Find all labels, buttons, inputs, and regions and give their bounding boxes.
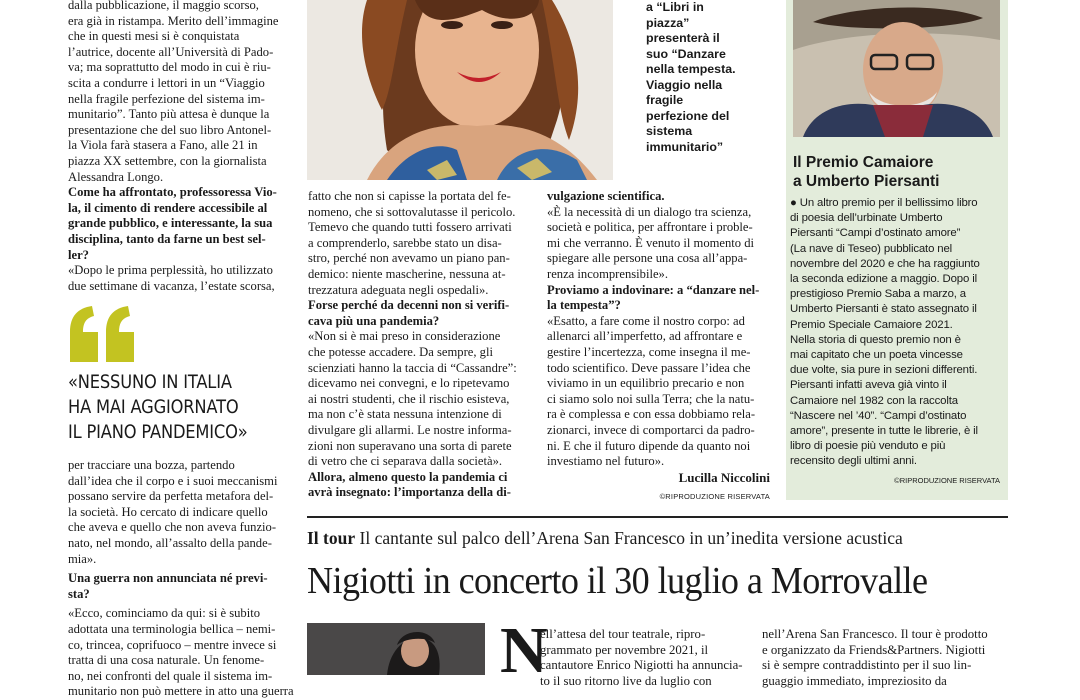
pull-quote-line: IL PIANO PANDEMICO» [68, 422, 248, 443]
author-photo [307, 0, 613, 180]
text-line: gestire l’incertezza, come insegna il me- [547, 344, 751, 359]
text-line: scienziati hanno la taccia di “Cassandre”: [308, 360, 517, 375]
text-line: Temevo che quando tutti fossero arrivati [308, 220, 512, 235]
text-line: zionarci, invece di comportarci da padro- [547, 422, 755, 437]
text-line: nomeno, che si sottovalutasse il pericolo. [308, 204, 516, 219]
text-line: ni. E che il futuro dipende da quanto noi [547, 438, 751, 453]
sidebar-line: (La nave di Teseo) pubblicato nel [790, 242, 953, 255]
text-line: e organizzato da Friends&Partners. Nigiotti [762, 642, 986, 657]
sidebar-line: Nella storia di questo premio non è [790, 333, 961, 346]
text-line: dall’idea che il corpo e i suoi meccanismi [68, 473, 278, 488]
text-line: to il suo ritorno live da luglio con [540, 673, 712, 688]
text-line: avrà insegnato: l’importanza della di- [308, 485, 511, 500]
text-line: zioni non superavano una sorta di parete [308, 438, 512, 453]
sidebar-line: la seconda edizione a maggio. Dopo il [790, 273, 977, 286]
text-line: ai nostri studenti, che il rischio esisteva, [308, 391, 510, 406]
text-line: stro, perché non avevamo un piano pan- [308, 251, 510, 266]
sidebar-line: due volte, sia pure in sezioni differenti. [790, 364, 978, 377]
text-line: fatto che non si capisse la portata del fe- [308, 189, 511, 203]
article-headline: Nigiotti in concerto il 30 luglio a Morrovalle [307, 560, 928, 602]
text-line: munitario”. Tanto più attesa è dunque la [68, 107, 270, 122]
text-line: mia». [68, 551, 97, 566]
text-line: grammato per novembre 2021, il [540, 642, 709, 657]
interview-question [68, 185, 294, 263]
sidebar-line: Premio Speciale Camaiore 2021. [790, 318, 953, 331]
text-line: la Viola farà stasera a Fano, alle 21 in [68, 138, 258, 153]
text-line: dicevamo nei convegni, e lo ripetevamo [308, 376, 510, 391]
text-line: viviamo in un equilibrio precario e non [547, 376, 745, 391]
pull-quote [68, 370, 270, 445]
sidebar-line: ● Un altro premio per il bellissimo libro [790, 197, 978, 209]
text-line: Proviamo a indovinare: a “danzare nel- [547, 282, 760, 297]
caption-line: presenterà il [646, 31, 720, 45]
author-photo-illustration [307, 0, 613, 180]
caption-line: piazza” [646, 15, 690, 30]
sidebar-line: di poesia dell’urbinate Umberto [790, 212, 943, 225]
sidebar-copyright: ©RIPRODUZIONE RISERVATA [894, 476, 1000, 485]
text-line: spiegare alle persone una cosa all’appa- [547, 251, 748, 266]
text-line: che aveva e quello che non aveva funzio- [68, 520, 277, 535]
sidebar-line: Piersanti “Campi d’ostinato amore” [790, 227, 961, 240]
caption-line: a “Libri in [646, 0, 704, 14]
text-line: la, il cimento di rendere accessibile al [68, 200, 268, 215]
text-line: Come ha affrontato, professoressa Vio- [68, 185, 277, 200]
text-line: «Dopo le prima perplessità, ho utilizzato [68, 263, 273, 278]
pull-quote-line: HA MAI AGGIORNATO [68, 397, 239, 418]
text-line: demico: niente mascherine, nessuna at- [308, 266, 506, 281]
sidebar-line: Umberto Piersanti è stato assegnato il [790, 303, 977, 316]
text-line: «È la necessità di un dialogo tra scienza, [547, 204, 752, 219]
text-line: cantautore Enrico Nigiotti ha annuncia- [540, 658, 743, 673]
article-subhead [307, 528, 1012, 549]
caption-line: Viaggio nella [646, 77, 723, 92]
text-line: ler? [68, 247, 89, 262]
sidebar-line: prestigioso Premio Saba a marzo, a [790, 288, 966, 301]
text-line: Allora, almeno questo la pandemia ci [308, 469, 508, 484]
text-line: l’autrice, docente all’Università di Pado- [68, 44, 274, 59]
text-line: presentazione che del suo libro Antonel- [68, 122, 272, 137]
column-3 [547, 189, 771, 470]
text-line: co, trincea, coprifuoco – mentre invece si [68, 637, 277, 652]
photo-caption [646, 0, 776, 155]
text-line: sta? [68, 586, 90, 601]
interview-question [308, 298, 532, 329]
sidebar-photo [793, 0, 1000, 137]
interview-question [547, 283, 771, 314]
text-line: «Esatto, a fare come il nostro corpo: ad [547, 313, 745, 328]
caption-line: perfezione del [646, 108, 730, 123]
caption-line: immunitario” [646, 139, 724, 154]
text-line: scita a condurre i lettori in un “Viaggio [68, 75, 265, 90]
text-line: piazza XX settembre, con la giornalista [68, 153, 267, 168]
text-line: per tracciare una bozza, partendo [68, 458, 235, 472]
text-line: la società. Ho cercato di indicare quello [68, 504, 268, 519]
text-line: due settimane di vacanza, l’estate scorsa, [68, 278, 275, 293]
text-line: grande pubblico, e interessante, la sua [68, 216, 273, 231]
quote-mark-icon [68, 304, 138, 364]
text-line: possano servire da perfetta metafora del- [68, 489, 274, 504]
text-line: mi che verranno. È venuto il momento di [547, 235, 755, 250]
text-line: che in questi mesi si è conquistata [68, 29, 240, 44]
text-line: allenarci all’imperfetto, ad affrontare e [547, 329, 743, 344]
text-line: «Non si è mai preso in considerazione [308, 329, 501, 344]
text-line: guaggio immediato, impreziosito da [762, 673, 947, 688]
text-line: cava più una pandemia? [308, 313, 440, 328]
text-line: ra è complessa e con essa dobbiamo rela- [547, 407, 756, 422]
text-line: investiamo nel futuro». [547, 454, 665, 469]
text-line: che potesse accadere. Da sempre, gli [308, 344, 493, 359]
column-2 [308, 189, 532, 501]
caption-line: nella tempesta. [646, 62, 736, 76]
sidebar-line: Piersanti infatti aveva già vinto il [790, 379, 947, 392]
text-line: disciplina, tanto da farne un best sel- [68, 231, 266, 246]
sidebar-line: recensito degli ultimi anni. [790, 455, 917, 468]
article-kicker: Il tour [307, 528, 356, 548]
sidebar-text [790, 196, 1006, 470]
text-line: todo scientifico. Deve passare l’idea che [547, 360, 751, 375]
text-line: renza incomprensibile». [547, 266, 668, 281]
concert-photo [307, 623, 485, 675]
sidebar-line: novembre del 2020 e che ha raggiunto [790, 257, 980, 270]
dropcap: N [500, 614, 548, 687]
text-line: nato, nel mondo, all’assalto della pande- [68, 535, 272, 550]
text-line: «Ecco, cominciamo da qui: si è subito [68, 606, 261, 621]
text-line: la tempesta”? [547, 298, 621, 313]
section-divider [307, 516, 1008, 518]
column-1-top [68, 0, 294, 294]
text-line: no, nei confronti del quale il sistema im- [68, 668, 273, 683]
text-line: trezzatura adeguata negli ospedali». [308, 282, 489, 297]
text-line: dalla pubblicazione, il maggio scorso, [68, 0, 259, 12]
text-line: tratta di una cosa naturale. Un fenome- [68, 653, 265, 668]
sidebar-title [793, 153, 1003, 191]
sidebar-line: Camaiore nel 1982 con la raccolta [790, 394, 958, 407]
author-signature: Lucilla Niccolini [678, 470, 770, 485]
sidebar-line: “Nascere nel ’40”. “Campi d’ostinato [790, 409, 967, 422]
text-line: ci siamo solo noi sulla Terra; che la natu- [547, 391, 755, 406]
copyright-notice: ©RIPRODUZIONE RISERVATA [659, 492, 770, 501]
text-line: ell’attesa del tour teatrale, ripro- [540, 627, 706, 641]
text-line: munitario non può mettere in atto una guerra [68, 684, 294, 699]
sidebar-line: mai capitato che un poeta vincesse [790, 349, 963, 362]
text-line: di vetro che ci separava dalla società». [308, 454, 503, 469]
text-line: va; ma soprattutto del modo in cui è riu- [68, 60, 271, 75]
text-line: adottata una terminologia bellica – nemi- [68, 621, 276, 636]
text-line: vulgazione scientifica. [547, 189, 665, 203]
text-line: si è sempre contraddistinto per il suo lin- [762, 658, 972, 673]
pull-quote-line: «NESSUNO IN ITALIA [68, 372, 232, 393]
text-line: nella fragile perfezione del sistema im- [68, 91, 265, 106]
interview-question [308, 470, 532, 501]
column-1-bottom [68, 458, 294, 700]
caption-line: suo “Danzare [646, 46, 726, 61]
text-line: nell’Arena San Francesco. Il tour è prodotto [762, 627, 988, 641]
sidebar-line: amore”, presente in tutte le librerie, è il [790, 425, 978, 438]
article-subhead-text: Il cantante sul palco dell’Arena San Francesco in un’inedita versione acustica [359, 528, 903, 548]
text-line: a comprenderlo, sarebbe stato un disa- [308, 235, 502, 250]
poet-portrait [793, 0, 1000, 137]
caption-line: fragile [646, 93, 684, 107]
text-line: era già in ristampa. Merito dell’immagine [68, 13, 279, 28]
text-line: Alessandra Longo. [68, 169, 164, 184]
text-line: Una guerra non annunciata né previ- [68, 571, 268, 586]
text-line: Forse perché da decenni non si verifi- [308, 298, 510, 313]
text-line: società e politica, per affrontare i proble- [547, 220, 753, 235]
sidebar-line: libro di poesie più venduto e più [790, 440, 946, 453]
article2-column-a [540, 627, 747, 689]
sidebar-title-line: a Umberto Piersanti [793, 173, 940, 190]
sidebar-title-line: Il Premio Camaiore [793, 154, 934, 171]
caption-line: sistema [646, 124, 693, 138]
text-line: ma non c’è stata nessuna intenzione di [308, 407, 502, 422]
interview-question [68, 571, 294, 602]
article2-column-b [762, 627, 1008, 689]
text-line: divulgare gli allarmi. Le nostre informa- [308, 422, 512, 437]
